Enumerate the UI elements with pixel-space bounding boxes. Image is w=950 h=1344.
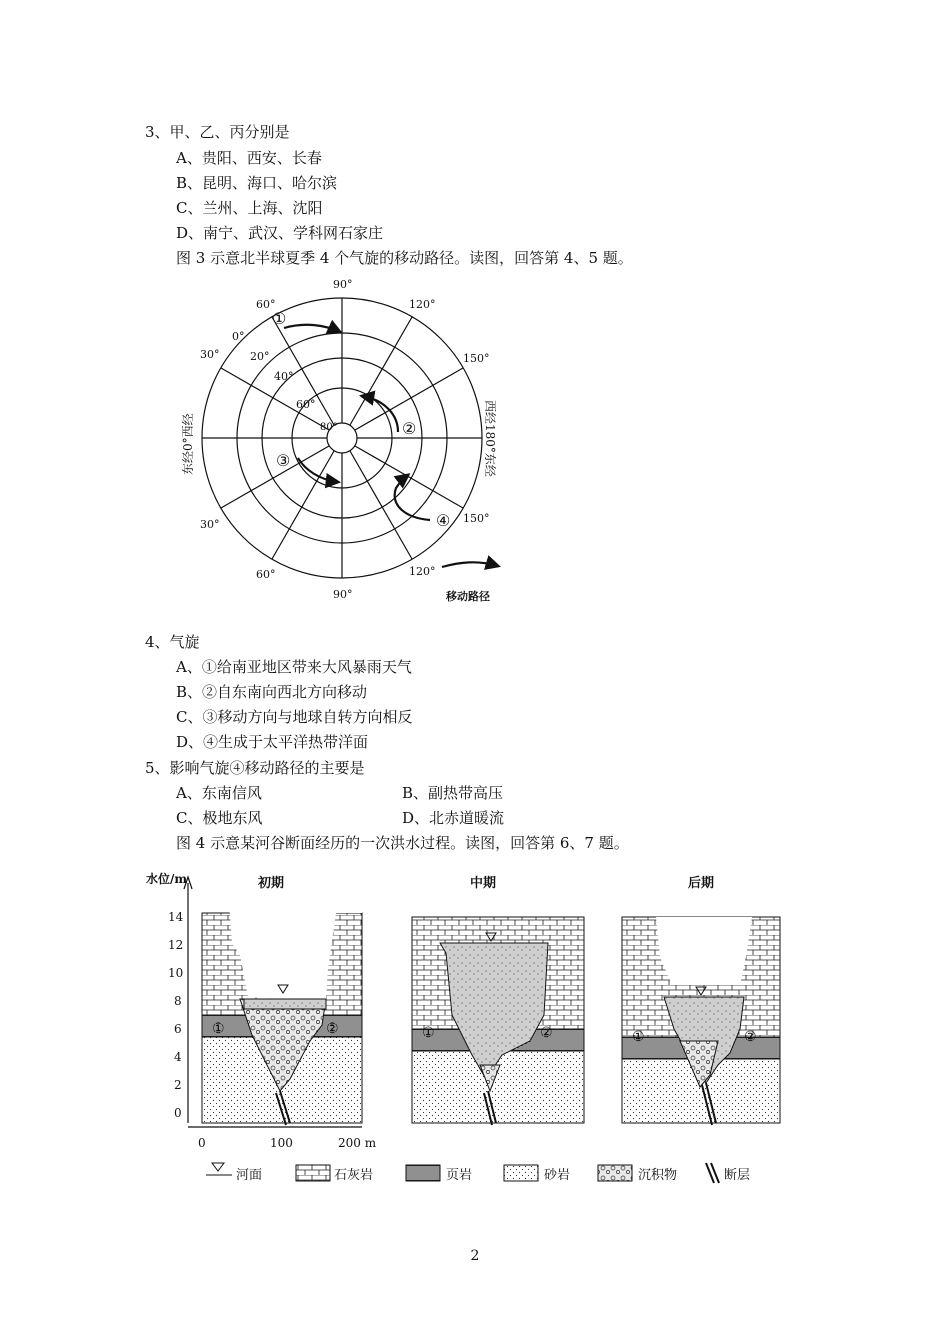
q5-option-d: D、北赤道暖流: [402, 809, 505, 827]
fig4-caption: 图 4 示意某河谷断面经历的一次洪水过程。读图，回答第 6、7 题。: [176, 834, 629, 852]
page-number: 2: [470, 1248, 480, 1264]
path-1-arrow: [284, 325, 340, 332]
q5-option-a: A、东南信风: [176, 784, 262, 802]
y-tick-12: 12: [168, 938, 184, 952]
q3-stem: 3、甲、乙、丙分别是: [145, 123, 290, 141]
path-2-arrow: [362, 396, 398, 432]
marker-1-late: ①: [632, 1029, 645, 1045]
cyclone-marker-4: ④: [436, 511, 451, 530]
lon-label-30-top: 30°: [200, 348, 220, 361]
legend-sediment: 沉积物: [638, 1168, 678, 1183]
panel-early: [202, 875, 362, 1125]
q4-option-d: D、④生成于太平洋热带洋面: [176, 733, 369, 751]
path-4-arrow: [395, 475, 430, 520]
marker-2-late: ②: [744, 1029, 757, 1045]
legend-limestone: 石灰岩: [334, 1168, 374, 1183]
cyclone-marker-3: ③: [276, 451, 291, 470]
cyclone-marker-1: ①: [272, 309, 287, 328]
fig4-legend: [206, 1163, 750, 1183]
q3-option-a: A、贵阳、西安、长春: [176, 149, 322, 167]
lat-label-80: 80°: [320, 422, 338, 433]
x-tick-0: 0: [198, 1136, 206, 1150]
panel-title-middle: 中期: [470, 876, 497, 891]
q5-option-b: B、副热带高压: [402, 784, 504, 802]
marker-1-middle: ①: [422, 1025, 435, 1041]
legend-arrow: [442, 562, 498, 567]
fig3-caption: 图 3 示意北半球夏季 4 个气旋的移动路径。读图，回答第 4、5 题。: [176, 249, 633, 267]
lon-label-90-bottom: 90°: [333, 588, 353, 601]
y-tick-14: 14: [168, 910, 184, 924]
legend-river-surface: 河面: [236, 1168, 263, 1183]
marker-2-middle: ②: [540, 1025, 553, 1041]
y-tick-6: 6: [174, 1022, 182, 1036]
legend-label: 移动路径: [446, 590, 490, 603]
q5-stem: 5、影响气旋④移动路径的主要是: [145, 759, 365, 777]
panel-late: [622, 875, 780, 1125]
lat-label-60: 60°: [296, 398, 316, 411]
lat-label-40: 40°: [274, 370, 294, 383]
lon-label-60-top: 60°: [256, 298, 276, 311]
y-tick-10: 10: [168, 966, 184, 980]
marker-1-early: ①: [212, 1021, 225, 1037]
y-tick-2: 2: [174, 1078, 182, 1092]
q5-option-c: C、极地东风: [176, 809, 263, 827]
legend-sandstone: 砂岩: [544, 1168, 571, 1183]
panel-middle: [412, 875, 584, 1125]
panel-title-late: 后期: [688, 876, 715, 891]
q3-option-b: B、昆明、海口、哈尔滨: [176, 174, 338, 192]
y-tick-4: 4: [174, 1050, 182, 1064]
y-tick-0: 0: [174, 1106, 182, 1120]
left-meridian-label: 东经0°西经: [181, 413, 195, 475]
lon-label-30-bottom: 30°: [200, 518, 220, 531]
right-meridian-label: 西经180°东经: [483, 400, 497, 477]
q4-option-b: B、②自东南向西北方向移动: [176, 683, 368, 701]
y-tick-8: 8: [174, 994, 182, 1008]
legend-fault: 断层: [724, 1168, 751, 1183]
fig3-polar-map: [180, 270, 510, 610]
lon-label-120-top: 120°: [409, 298, 436, 311]
q3-option-c: C、兰州、上海、沈阳: [176, 199, 323, 217]
legend-shale: 页岩: [446, 1168, 473, 1183]
lon-label-150-bottom: 150°: [463, 512, 490, 525]
lon-label-60-bottom: 60°: [256, 568, 276, 581]
lon-label-90-top: 90°: [333, 278, 353, 291]
y-axis-label: 水位/m: [146, 872, 188, 886]
q4-option-a: A、①给南亚地区带来大风暴雨天气: [176, 658, 412, 676]
q4-stem: 4、气旋: [145, 633, 200, 651]
x-tick-100: 100: [270, 1136, 293, 1150]
lon-label-150-top: 150°: [463, 352, 490, 365]
panel-title-early: 初期: [258, 876, 285, 891]
y-axis: [146, 871, 192, 1123]
q3-option-d: D、南宁、武汉、学科网石家庄: [176, 224, 384, 242]
lon-label-0: 0°: [232, 330, 245, 343]
fig4-valley-sections: [140, 865, 800, 1195]
x-tick-200: 200 m: [338, 1136, 377, 1150]
lon-label-120-bottom: 120°: [409, 565, 436, 578]
marker-2-early: ②: [326, 1021, 339, 1037]
lat-label-20: 20°: [250, 350, 270, 363]
q4-option-c: C、③移动方向与地球自转方向相反: [176, 708, 413, 726]
cyclone-marker-2: ②: [402, 419, 417, 438]
